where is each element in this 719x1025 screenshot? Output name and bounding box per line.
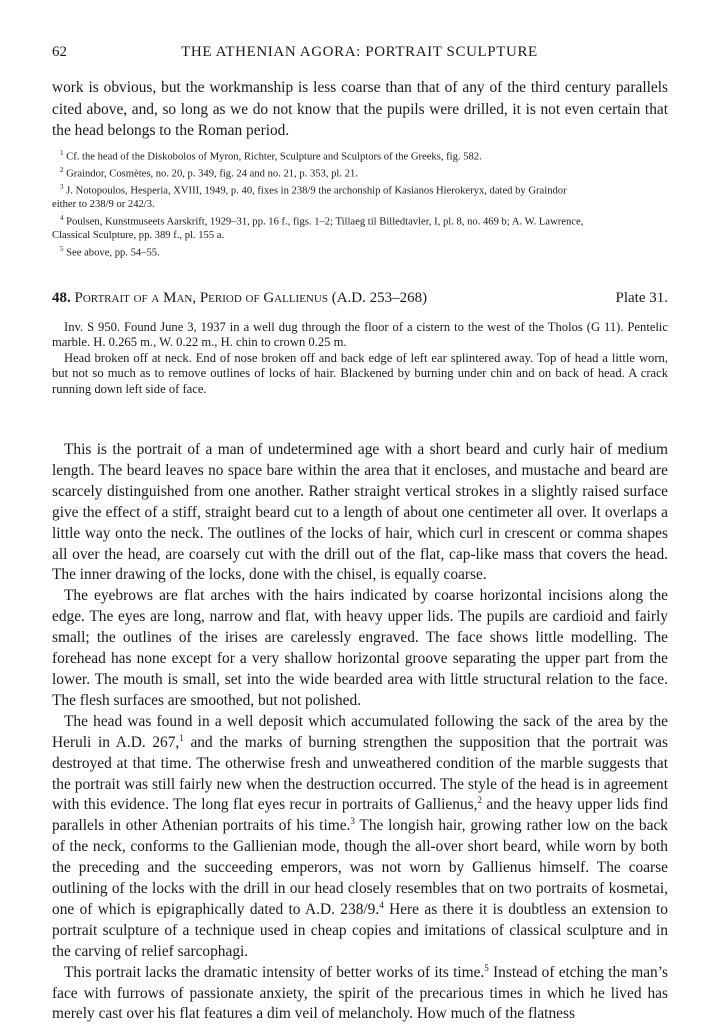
plate-reference: Plate 31. bbox=[615, 290, 668, 306]
catalog-entry bbox=[52, 320, 668, 397]
entry-number: 48. bbox=[52, 290, 71, 306]
footnote-ref-2: 2 bbox=[477, 795, 482, 806]
body-paragraph-2: The eyebrows are flat arches with the hairs indicated by coarse horizontal incisions along the edge. The eyes are long, narrow and flat, with heavy upper lids. The pupils are cardioid and fairly small; the outlines of the irises are carelessly engraved. The face shows little modelling. The forehead has none except for a very shallow horizontal groove separating the upper part from the lower. The mouth is small, set into the wide bearded area with little structural relation to the face. The flesh surfaces are smoothed, but not polished. bbox=[52, 587, 668, 709]
entry-title: Portrait of a Man, Period of Gallienus bbox=[74, 290, 328, 306]
footnote-ref-3: 3 bbox=[350, 816, 355, 827]
footnote-2: $^2$ Graindor, Cosmètes, no. 20, p. 349, fig. 24 and no. 21, p. 353, pl. 21. bbox=[60, 166, 358, 180]
footnote-ref-5: 5 bbox=[484, 962, 489, 973]
footnotes bbox=[52, 147, 668, 260]
page-header bbox=[52, 44, 667, 64]
footnote-ref-4: 4 bbox=[379, 899, 384, 910]
footnote-3: $^3$ J. Notopoulos, Hesperia, XVIII, 1949, p. 40, fixes in 238/9 the archonship of Kasianos Hierokeryx, dated by Graindor bbox=[60, 183, 567, 197]
footnote-ref-1: 1 bbox=[179, 732, 184, 743]
body-paragraph-4: This portrait lacks the dramatic intensity of better works of its time.$^5$ Instead of etching the man’s face with furrows of passionate anxiety, the spirit of the precarious times in which he lived has merely cast over his flat features a dim veil of melancholy. How much of the flatness bbox=[52, 962, 668, 1023]
footnote-4: $^4$ Poulsen, Kunstmuseets Aarskrift, 1929–31, pp. 16 f., figs. 1–2; Tillaeg til Billedtavler, I, pl. 8, no. 469 b; A. W. Lawrence, bbox=[60, 213, 584, 228]
page-number: 62 bbox=[52, 44, 67, 60]
footnote-4-continuation: Classical Sculpture, pp. 389 f., pl. 155 a. bbox=[52, 230, 225, 242]
catalog-inventory: Inv. S 950. Found June 3, 1937 in a well dug through the floor of a cistern to the west of the Tholos (G 11). Pentelic marble. H. 0.265 m., W. 0.22 m., H. chin to crown 0.25 m. bbox=[52, 320, 668, 350]
entry-heading bbox=[52, 290, 668, 310]
footnote-1: $^1$ Cf. the head of the Diskobolos of Myron, Richter, Sculpture and Sculptors of the Greeks, fig. 582. bbox=[60, 149, 482, 163]
entry-date: (A.D. 253–268) bbox=[331, 290, 428, 306]
body-paragraph-1: This is the portrait of a man of undetermined age with a short beard and curly hair of medium length. The beard leaves no space bare within the area that it encloses, and mustache and beard are scarcely distinguished from one another. Rather straight vertical strokes in a slightly raised surface give the effect of a stiff, straight beard cut to a length of about one centimeter all over. It overlaps a little way onto the neck. The outlines of the locks of hair, which curl in crescent or comma shapes all over the head, are coarsely cut with the drill out of the flat, cap-like mass that covers the head. The inner drawing of the locks, done with the chisel, is equally coarse. bbox=[52, 441, 668, 584]
running-title: THE ATHENIAN AGORA: PORTRAIT SCULPTURE bbox=[181, 44, 538, 60]
footnote-5: $^5$ See above, pp. 54–55. bbox=[60, 244, 160, 259]
catalog-condition: Head broken off at neck. End of nose broken off and back edge of left ear splintered away. Top of head a little worn, but not so much as to remove outlines of locks of hair. Blackened by burning under chin and on back of head. A crack running down left side of face. bbox=[52, 350, 668, 396]
carryover-paragraph: work is obvious, but the workmanship is less coarse than that of any of the third century parallels cited above, and, so long as we do not know that the pupils were drilled, it is not even certain that the head belongs to the Roman period. bbox=[52, 79, 668, 139]
body-paragraph-3: The head was found in a well deposit which accumulated following the sack of the area by the Heruli in A.D. 267,$^1$ and the marks of burning strengthen the supposition that the portrait was destroyed at that time. The otherwise fresh and unweathered condition of the marble suggests that the portrait was still fairly new when the destruction occurred. The style of the head is in agreement with this evidence. The long flat eyes recur in portraits of Gallienus,$^2$ and the heavy upper lids find parallels in other Athenian portraits of his time.$^3$ The longish hair, growing rather low on the back of the neck, conforms to the Gallienian mode, though the all-over short beard, while worn by both the preceding and the succeeding emperors, was not worn by Gallienus himself. The coarse outlining of the locks with the drill in our head closely resembles that on two portraits of kosmetai, one of which is epigraphically dated to A.D. 238/9.$^4$ Here as there it is doubtless an extension to portrait sculpture of a technique used in cheap copies and imitations of classical sculpture and in the carving of relief sarcophagi. bbox=[52, 712, 669, 960]
footnote-3-continuation: either to 238/9 or 242/3. bbox=[52, 199, 155, 211]
body-text bbox=[52, 440, 668, 1025]
